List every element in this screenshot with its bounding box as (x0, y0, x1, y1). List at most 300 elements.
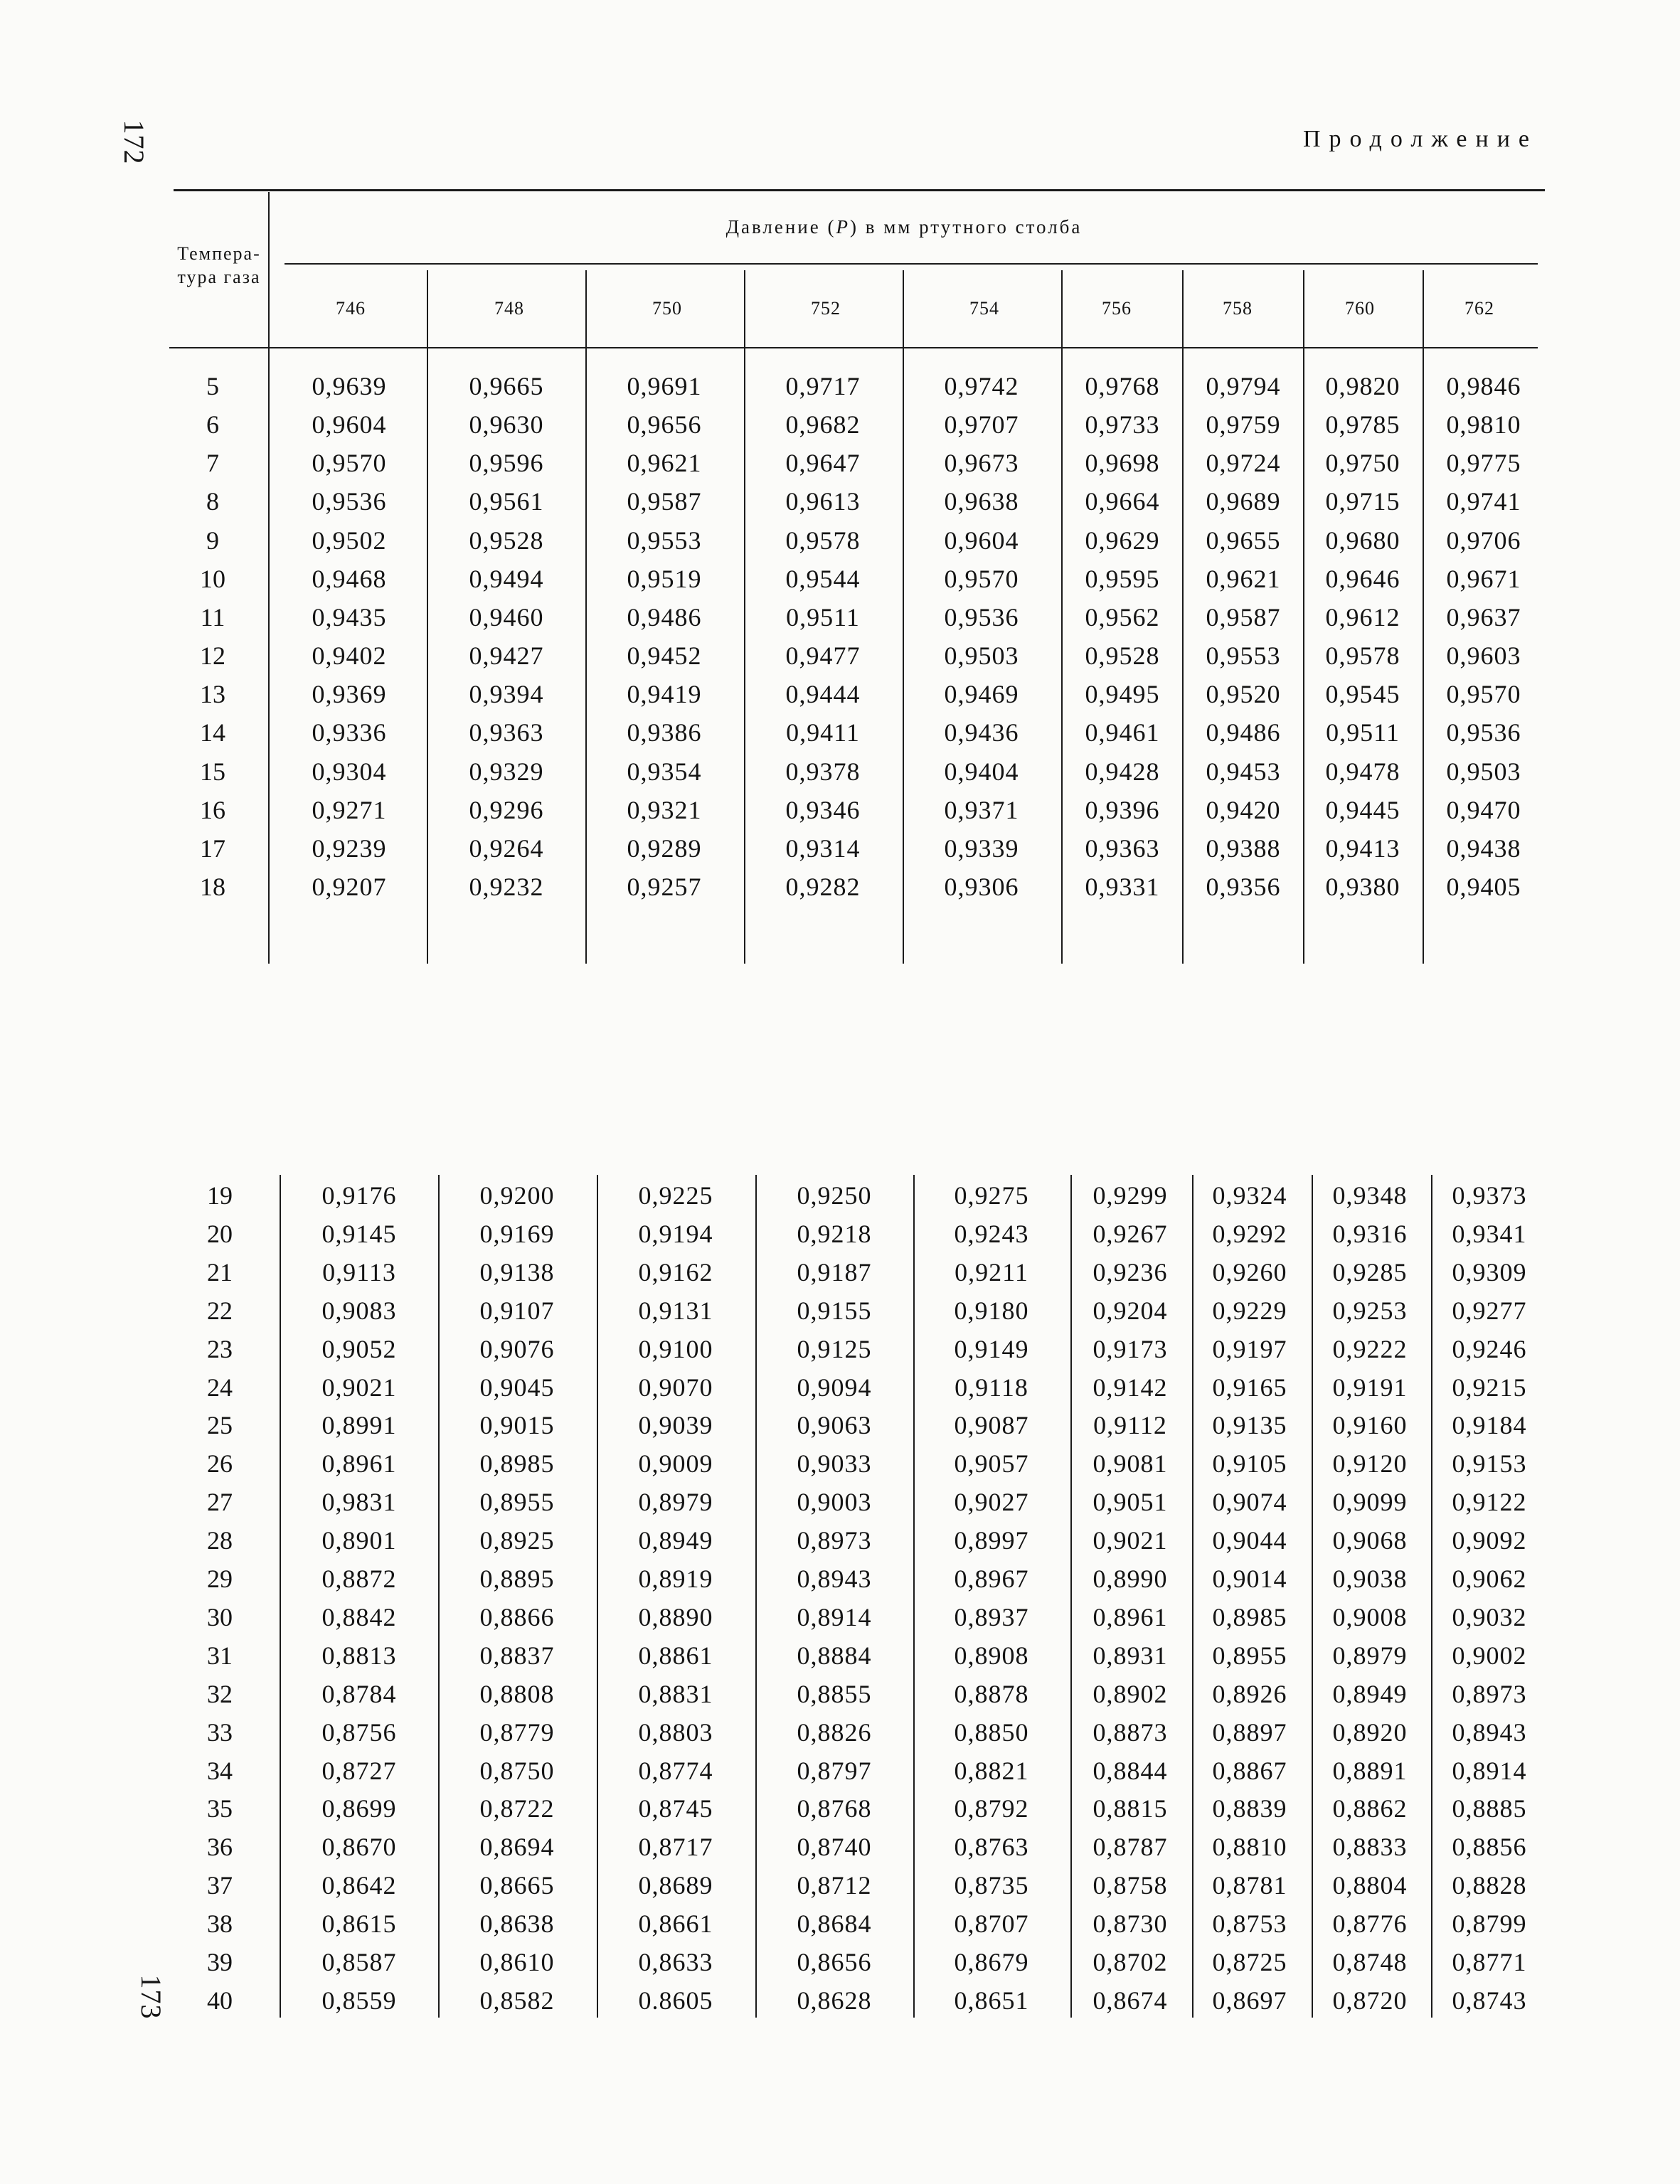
temperature-cell: 33 (207, 1718, 233, 1747)
value-cell: 0,9003 (797, 1488, 872, 1516)
value-cell: 0,9316 (1332, 1220, 1408, 1248)
value-cell: 0,9717 (785, 372, 861, 400)
value-cell: 0,9621 (627, 449, 702, 477)
header-bottom-rule (169, 347, 1538, 348)
value-cell: 0,9197 (1212, 1335, 1287, 1363)
value-cell: 0,9142 (1092, 1373, 1168, 1402)
pressure-column-header-762: 762 (1464, 298, 1494, 319)
value-cell: 0,8866 (479, 1603, 555, 1631)
value-cell: 0,9742 (944, 372, 1019, 400)
value-cell: 0,8712 (797, 1871, 872, 1900)
value-cell: 0,9468 (312, 565, 387, 593)
value-cell: 0,9445 (1325, 796, 1400, 824)
value-cell: 0,9277 (1452, 1296, 1527, 1325)
temperature-cell: 39 (207, 1948, 233, 1976)
value-cell: 0,9363 (1085, 834, 1160, 863)
value-cell: 0,8582 (479, 1986, 555, 2015)
temperature-header-line: Темпера- (177, 243, 261, 264)
value-cell: 0,9630 (469, 410, 544, 439)
temperature-cell: 20 (207, 1220, 233, 1248)
value-cell: 0,9118 (955, 1373, 1028, 1402)
value-cell: 0,8897 (1212, 1718, 1287, 1747)
value-cell: 0,8855 (797, 1680, 872, 1708)
value-cell: 0,8702 (1092, 1948, 1168, 1976)
value-cell: 0,9373 (1452, 1181, 1527, 1210)
value-cell: 0,9386 (627, 718, 702, 747)
value-cell: 0,9520 (1206, 680, 1281, 708)
value-cell: 0,9180 (954, 1296, 1029, 1325)
value-cell: 0,8665 (479, 1871, 555, 1900)
value-cell: 0,9162 (638, 1258, 713, 1287)
value-cell: 0,9039 (638, 1411, 713, 1439)
value-cell: 0,9369 (312, 680, 387, 708)
value-cell: 0,8707 (954, 1909, 1029, 1938)
value-cell: 0,8745 (638, 1794, 713, 1823)
temperature-cell: 14 (200, 718, 225, 747)
value-cell: 0,9511 (786, 603, 860, 632)
pressure-column-header-750: 750 (652, 298, 682, 319)
value-cell: 0,9363 (469, 718, 544, 747)
value-cell: 0,8902 (1092, 1680, 1168, 1708)
value-cell: 0,9309 (1452, 1258, 1527, 1287)
value-cell: 0,9292 (1212, 1220, 1287, 1248)
value-cell: 0,9044 (1212, 1526, 1287, 1555)
value-cell: 0,9348 (1332, 1181, 1408, 1210)
value-cell: 0,9324 (1212, 1181, 1287, 1210)
value-cell: 0,9706 (1446, 526, 1521, 555)
value-cell: 0,8779 (479, 1718, 555, 1747)
value-cell: 0,8804 (1332, 1871, 1408, 1900)
value-cell: 0,8891 (1332, 1757, 1408, 1785)
pressure-header-symbol: P (836, 216, 850, 238)
value-cell: 0,9120 (1332, 1449, 1408, 1478)
value-cell: 0,8925 (479, 1526, 555, 1555)
value-cell: 0,8774 (638, 1757, 713, 1785)
value-cell: 0,9215 (1452, 1373, 1527, 1402)
value-cell: 0,9671 (1446, 565, 1521, 593)
value-cell: 0,9014 (1212, 1565, 1287, 1593)
value-cell: 0,9689 (1206, 487, 1281, 516)
value-cell: 0,8919 (638, 1565, 713, 1593)
value-cell: 0,9460 (469, 603, 544, 632)
temperature-cell: 31 (207, 1641, 233, 1670)
value-cell: 0,9436 (944, 718, 1019, 747)
value-cell: 0,9444 (785, 680, 861, 708)
temperature-cell: 12 (200, 641, 225, 670)
temperature-cell: 22 (207, 1296, 233, 1325)
value-cell: 0,9250 (797, 1181, 872, 1210)
temperature-cell: 17 (200, 834, 225, 863)
page-number-top: 172 (118, 119, 150, 165)
value-cell: 0,9511 (1326, 718, 1400, 747)
value-cell: 0,8985 (479, 1449, 555, 1478)
value-cell: 0,9404 (944, 757, 1019, 786)
value-cell: 0,9211 (955, 1258, 1028, 1287)
value-cell: 0,9380 (1325, 873, 1400, 901)
value-cell: 0,8792 (954, 1794, 1029, 1823)
value-cell: 0,9553 (627, 526, 702, 555)
pressure-column-header-754: 754 (969, 298, 999, 319)
value-cell: 0,9570 (944, 565, 1019, 593)
value-cell: 0,9149 (954, 1335, 1029, 1363)
value-cell: 0,8833 (1332, 1833, 1408, 1861)
value-cell: 0,9486 (1206, 718, 1281, 747)
value-cell: 0,9419 (627, 680, 702, 708)
value-cell: 0,9112 (1093, 1411, 1167, 1439)
value-cell: 0,8949 (638, 1526, 713, 1555)
value-cell: 0,9176 (321, 1181, 397, 1210)
temperature-cell: 10 (200, 565, 225, 593)
value-cell: 0,8661 (638, 1909, 713, 1938)
value-cell: 0,8803 (638, 1718, 713, 1747)
pressure-column-group-header (620, 212, 1189, 242)
value-cell: 0,9009 (638, 1449, 713, 1478)
value-cell: 0,9105 (1212, 1449, 1287, 1478)
value-cell: 0,8813 (321, 1641, 397, 1670)
value-cell: 0,9015 (479, 1411, 555, 1439)
value-cell: 0,9232 (469, 873, 544, 901)
value-cell: 0,9094 (797, 1373, 872, 1402)
value-cell: 0,9264 (469, 834, 544, 863)
value-cell: 0,9741 (1446, 487, 1521, 516)
value-cell: 0,9724 (1206, 449, 1281, 477)
continuation-label: Продолжение (1302, 126, 1538, 152)
value-cell: 0,8901 (321, 1526, 397, 1555)
value-cell: 0,9578 (785, 526, 861, 555)
value-cell: 0,9173 (1092, 1335, 1168, 1363)
value-cell: 0,9253 (1332, 1296, 1408, 1325)
value-cell: 0,9052 (321, 1335, 397, 1363)
value-cell: 0,9759 (1206, 410, 1281, 439)
value-cell: 0,8787 (1092, 1833, 1168, 1861)
value-cell: 0,9604 (312, 410, 387, 439)
value-cell: 0,9452 (627, 641, 702, 670)
temperature-cell: 30 (207, 1603, 233, 1631)
value-cell: 0,9810 (1446, 410, 1521, 439)
value-cell: 0,9296 (469, 796, 544, 824)
value-cell: 0,9260 (1212, 1258, 1287, 1287)
temperature-cell: 23 (207, 1335, 233, 1363)
value-cell: 0,9271 (312, 796, 387, 824)
value-cell: 0,9207 (312, 873, 387, 901)
value-cell: 0,9236 (1092, 1258, 1168, 1287)
pressure-column-header-752: 752 (811, 298, 841, 319)
value-cell: 0,9411 (786, 718, 860, 747)
temperature-cell: 38 (207, 1909, 233, 1938)
temperature-column-header (166, 242, 272, 289)
value-cell: 0,9329 (469, 757, 544, 786)
value-cell: 0,9831 (321, 1488, 397, 1516)
value-cell: 0,8771 (1452, 1948, 1527, 1976)
value-cell: 0,9461 (1085, 718, 1160, 747)
value-cell: 0,9336 (312, 718, 387, 747)
value-cell: 0,8872 (321, 1565, 397, 1593)
value-cell: 0,9155 (797, 1296, 872, 1325)
value-cell: 0,9477 (785, 641, 861, 670)
pressure-header-suffix: ) в мм ртутного столба (849, 216, 1083, 238)
value-cell: 0,9528 (1085, 641, 1160, 670)
value-cell: 0,8861 (638, 1641, 713, 1670)
value-cell: 0,8799 (1452, 1909, 1527, 1938)
value-cell: 0,9021 (321, 1373, 397, 1402)
value-cell: 0,9122 (1452, 1488, 1527, 1516)
value-cell: 0,9664 (1085, 487, 1160, 516)
value-cell: 0,8878 (954, 1680, 1029, 1708)
value-cell: 0,8740 (797, 1833, 872, 1861)
value-cell: 0,8837 (479, 1641, 555, 1670)
value-cell: 0,9775 (1446, 449, 1521, 477)
value-cell: 0,8815 (1092, 1794, 1168, 1823)
header-top-rule (174, 189, 1545, 191)
value-cell: 0,8781 (1212, 1871, 1287, 1900)
value-cell: 0,8937 (954, 1603, 1029, 1631)
value-cell: 0,9604 (944, 526, 1019, 555)
value-cell: 0,9100 (638, 1335, 713, 1363)
value-cell: 0,8943 (797, 1565, 872, 1593)
temperature-cell: 37 (207, 1871, 233, 1900)
value-cell: 0,8973 (797, 1526, 872, 1555)
value-cell: 0,8615 (321, 1909, 397, 1938)
value-cell: 0,8914 (797, 1603, 872, 1631)
value-cell: 0,9638 (944, 487, 1019, 516)
value-cell: 0,9068 (1332, 1526, 1408, 1555)
value-cell: 0,9469 (944, 680, 1019, 708)
value-cell: 0,9092 (1452, 1526, 1527, 1555)
value-cell: 0,9553 (1206, 641, 1281, 670)
value-cell: 0,9204 (1092, 1296, 1168, 1325)
value-cell: 0,9519 (627, 565, 702, 593)
value-cell: 0,8694 (479, 1833, 555, 1861)
value-cell: 0,9680 (1325, 526, 1400, 555)
value-cell: 0,9420 (1206, 796, 1281, 824)
value-cell: 0,8735 (954, 1871, 1029, 1900)
value-cell: 0,8862 (1332, 1794, 1408, 1823)
temperature-cell: 36 (207, 1833, 233, 1861)
value-cell: 0,9341 (1452, 1220, 1527, 1248)
value-cell: 0,8717 (638, 1833, 713, 1861)
value-cell: 0,8842 (321, 1603, 397, 1631)
value-cell: 0,8955 (1212, 1641, 1287, 1670)
value-cell: 0,8610 (479, 1948, 555, 1976)
value-cell: 0,8990 (1092, 1565, 1168, 1593)
value-cell: 0,8753 (1212, 1909, 1287, 1938)
value-cell: 0,9225 (638, 1181, 713, 1210)
value-cell: 0,9478 (1325, 757, 1400, 786)
value-cell: 0,9299 (1092, 1181, 1168, 1210)
value-cell: 0,9396 (1085, 796, 1160, 824)
temperature-cell: 40 (207, 1986, 233, 2015)
temperature-cell: 35 (207, 1794, 233, 1823)
value-cell: 0,9027 (954, 1488, 1029, 1516)
value-cell: 0,9691 (627, 372, 702, 400)
value-cell: 0,8961 (1092, 1603, 1168, 1631)
value-cell: 0,9647 (785, 449, 861, 477)
value-cell: 0,9453 (1206, 757, 1281, 786)
value-cell: 0,8797 (797, 1757, 872, 1785)
temperature-cell: 29 (207, 1565, 233, 1593)
value-cell: 0,9570 (1446, 680, 1521, 708)
value-cell: 0,9413 (1325, 834, 1400, 863)
value-cell: 0,9596 (469, 449, 544, 477)
value-cell: 0,8679 (954, 1948, 1029, 1976)
value-cell: 0,9314 (785, 834, 861, 863)
value-cell: 0,9356 (1206, 873, 1281, 901)
value-cell: 0,9002 (1452, 1641, 1527, 1670)
value-cell: 0,8867 (1212, 1757, 1287, 1785)
value-cell: 0,9099 (1332, 1488, 1408, 1516)
value-cell: 0,9229 (1212, 1296, 1287, 1325)
value-cell: 0,9536 (944, 603, 1019, 632)
value-cell: 0,8985 (1212, 1603, 1287, 1631)
value-cell: 0.8605 (638, 1986, 713, 2015)
value-cell: 0,8743 (1452, 1986, 1527, 2015)
value-cell: 0,9502 (312, 526, 387, 555)
value-cell: 0,9081 (1092, 1449, 1168, 1478)
value-cell: 0,9435 (312, 603, 387, 632)
value-cell: 0,9405 (1446, 873, 1521, 901)
value-cell: 0,9646 (1325, 565, 1400, 593)
pressure-header-prefix: Давление ( (725, 216, 836, 238)
value-cell: 0,9707 (944, 410, 1019, 439)
value-cell: 0,9698 (1085, 449, 1160, 477)
value-cell: 0,9503 (1446, 757, 1521, 786)
pressure-column-header-758: 758 (1223, 298, 1253, 319)
value-cell: 0,9388 (1206, 834, 1281, 863)
value-cell: 0,9289 (627, 834, 702, 863)
value-cell: 0,8638 (479, 1909, 555, 1938)
temperature-cell: 8 (206, 487, 219, 516)
value-cell: 0,9785 (1325, 410, 1400, 439)
value-cell: 0,8656 (797, 1948, 872, 1976)
value-cell: 0,8844 (1092, 1757, 1168, 1785)
value-cell: 0,9165 (1212, 1373, 1287, 1402)
value-cell: 0,9107 (479, 1296, 555, 1325)
value-cell: 0,8821 (954, 1757, 1029, 1785)
value-cell: 0,8943 (1452, 1718, 1527, 1747)
value-cell: 0,8725 (1212, 1948, 1287, 1976)
value-cell: 0,9169 (479, 1220, 555, 1248)
temperature-cell: 5 (206, 372, 219, 400)
temperature-cell: 9 (206, 526, 219, 555)
value-cell: 0,9612 (1325, 603, 1400, 632)
value-cell: 0,8633 (638, 1948, 713, 1976)
value-cell: 0,8670 (321, 1833, 397, 1861)
temperature-header-line: тура газа (177, 267, 261, 287)
value-cell: 0,9545 (1325, 680, 1400, 708)
temperature-cell: 16 (200, 796, 225, 824)
value-cell: 0,8776 (1332, 1909, 1408, 1938)
value-cell: 0,8920 (1332, 1718, 1408, 1747)
value-cell: 0,9135 (1212, 1411, 1287, 1439)
value-cell: 0,8684 (797, 1909, 872, 1938)
value-cell: 0,8722 (479, 1794, 555, 1823)
value-cell: 0,9033 (797, 1449, 872, 1478)
value-cell: 0,9354 (627, 757, 702, 786)
value-cell: 0,9032 (1452, 1603, 1527, 1631)
value-cell: 0,8651 (954, 1986, 1029, 2015)
value-cell: 0,9062 (1452, 1565, 1527, 1593)
value-cell: 0,8689 (638, 1871, 713, 1900)
value-cell: 0,9637 (1446, 603, 1521, 632)
value-cell: 0,8856 (1452, 1833, 1527, 1861)
temperature-cell: 34 (207, 1757, 233, 1785)
value-cell: 0,9045 (479, 1373, 555, 1402)
value-cell: 0,9486 (627, 603, 702, 632)
value-cell: 0,8720 (1332, 1986, 1408, 2015)
value-cell: 0,8979 (638, 1488, 713, 1516)
value-cell: 0,9587 (1206, 603, 1281, 632)
value-cell: 0,9138 (479, 1258, 555, 1287)
value-cell: 0,9846 (1446, 372, 1521, 400)
value-cell: 0,8831 (638, 1680, 713, 1708)
pressure-column-header-760: 760 (1345, 298, 1375, 319)
value-cell: 0,9768 (1085, 372, 1160, 400)
page-number-bottom: 173 (135, 1974, 167, 2020)
value-cell: 0,9371 (944, 796, 1019, 824)
temperature-cell: 21 (207, 1258, 233, 1287)
value-cell: 0,9820 (1325, 372, 1400, 400)
pressure-header-rule (285, 263, 1538, 265)
value-cell: 0,9243 (954, 1220, 1029, 1248)
value-cell: 0,9665 (469, 372, 544, 400)
value-cell: 0,9495 (1085, 680, 1160, 708)
value-cell: 0,9494 (469, 565, 544, 593)
value-cell: 0,8642 (321, 1871, 397, 1900)
value-cell: 0,8926 (1212, 1680, 1287, 1708)
value-cell: 0,9536 (312, 487, 387, 516)
value-cell: 0,8839 (1212, 1794, 1287, 1823)
value-cell: 0,8699 (321, 1794, 397, 1823)
value-cell: 0,8674 (1092, 1986, 1168, 2015)
value-cell: 0,9621 (1206, 565, 1281, 593)
value-cell: 0,8979 (1332, 1641, 1408, 1670)
value-cell: 0,9257 (627, 873, 702, 901)
value-cell: 0,8750 (479, 1757, 555, 1785)
temperature-cell: 6 (206, 410, 219, 439)
value-cell: 0,9562 (1085, 603, 1160, 632)
temperature-column-divider (268, 192, 270, 964)
value-cell: 0,9153 (1452, 1449, 1527, 1478)
value-cell: 0,9184 (1452, 1411, 1527, 1439)
value-cell: 0,9070 (638, 1373, 713, 1402)
value-cell: 0,9339 (944, 834, 1019, 863)
value-cell: 0,9629 (1085, 526, 1160, 555)
value-cell: 0,8895 (479, 1565, 555, 1593)
value-cell: 0,9595 (1085, 565, 1160, 593)
value-cell: 0,9222 (1332, 1335, 1408, 1363)
value-cell: 0,9131 (638, 1296, 713, 1325)
value-cell: 0,9794 (1206, 372, 1281, 400)
value-cell: 0,9145 (321, 1220, 397, 1248)
value-cell: 0,8784 (321, 1680, 397, 1708)
pressure-column-header-746: 746 (336, 298, 366, 319)
value-cell: 0,8949 (1332, 1680, 1408, 1708)
value-cell: 0,8808 (479, 1680, 555, 1708)
value-cell: 0,9275 (954, 1181, 1029, 1210)
value-cell: 0,8997 (954, 1526, 1029, 1555)
value-cell: 0,8587 (321, 1948, 397, 1976)
value-cell: 0,8908 (954, 1641, 1029, 1670)
temperature-cell: 25 (207, 1411, 233, 1439)
value-cell: 0,9673 (944, 449, 1019, 477)
value-cell: 0,9346 (785, 796, 861, 824)
value-cell: 0,9246 (1452, 1335, 1527, 1363)
value-cell: 0,8758 (1092, 1871, 1168, 1900)
value-cell: 0,9008 (1332, 1603, 1408, 1631)
value-cell: 0,9331 (1085, 873, 1160, 901)
value-cell: 0,9267 (1092, 1220, 1168, 1248)
value-cell: 0,8727 (321, 1757, 397, 1785)
